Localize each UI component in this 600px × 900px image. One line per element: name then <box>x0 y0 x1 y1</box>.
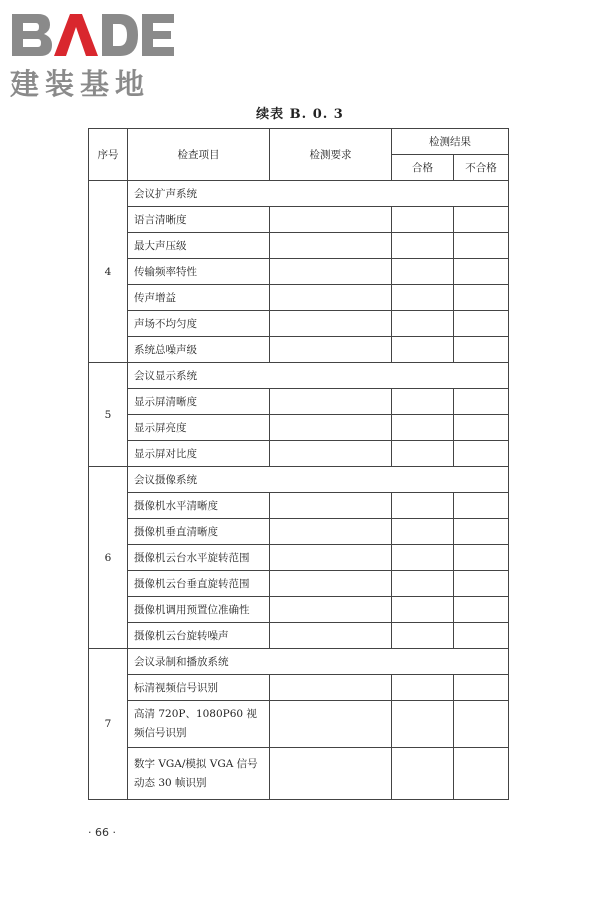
seq-cell: 7 <box>89 649 128 800</box>
pass-cell[interactable] <box>392 675 454 701</box>
requirement-cell[interactable] <box>270 389 392 415</box>
fail-cell[interactable] <box>454 285 509 311</box>
pass-cell[interactable] <box>392 259 454 285</box>
requirement-cell[interactable] <box>270 571 392 597</box>
table-row <box>89 519 509 545</box>
group-title-row <box>89 649 509 675</box>
header-requirement: 检测要求 <box>270 129 392 181</box>
pass-cell[interactable] <box>392 441 454 467</box>
fail-cell[interactable] <box>454 415 509 441</box>
requirement-cell[interactable] <box>270 259 392 285</box>
fail-cell[interactable] <box>454 748 509 800</box>
fail-cell[interactable] <box>454 597 509 623</box>
header-result: 检测结果 <box>392 129 509 155</box>
fail-cell[interactable] <box>454 337 509 363</box>
item-cell: 显示屏对比度 <box>128 441 270 467</box>
requirement-cell[interactable] <box>270 233 392 259</box>
table-row <box>89 285 509 311</box>
page-number: · 66 · <box>88 826 116 839</box>
header-fail: 不合格 <box>454 155 509 181</box>
table-row <box>89 337 509 363</box>
header-seq: 序号 <box>89 129 128 181</box>
pass-cell[interactable] <box>392 207 454 233</box>
table-row <box>89 389 509 415</box>
table-row <box>89 701 509 748</box>
fail-cell[interactable] <box>454 233 509 259</box>
pass-cell[interactable] <box>392 545 454 571</box>
item-cell: 摄像机调用预置位准确性 <box>128 597 270 623</box>
item-cell: 声场不均匀度 <box>128 311 270 337</box>
table-row <box>89 259 509 285</box>
table-row <box>89 415 509 441</box>
pass-cell[interactable] <box>392 493 454 519</box>
item-cell: 传输频率特性 <box>128 259 270 285</box>
requirement-cell[interactable] <box>270 545 392 571</box>
requirement-cell[interactable] <box>270 623 392 649</box>
group-title-row <box>89 467 509 493</box>
requirement-cell[interactable] <box>270 415 392 441</box>
pass-cell[interactable] <box>392 519 454 545</box>
fail-cell[interactable] <box>454 519 509 545</box>
inspection-table <box>88 128 509 800</box>
fail-cell[interactable] <box>454 493 509 519</box>
pass-cell[interactable] <box>392 571 454 597</box>
requirement-cell[interactable] <box>270 493 392 519</box>
item-cell: 数字 VGA/模拟 VGA 信号动态 30 帧识别 <box>128 748 270 800</box>
table-row <box>89 545 509 571</box>
seq-cell: 6 <box>89 467 128 649</box>
group-title: 会议摄像系统 <box>128 467 509 493</box>
pass-cell[interactable] <box>392 748 454 800</box>
pass-cell[interactable] <box>392 389 454 415</box>
table-row <box>89 311 509 337</box>
requirement-cell[interactable] <box>270 519 392 545</box>
fail-cell[interactable] <box>454 207 509 233</box>
page-title: 续表 B. 0. 3 <box>256 107 344 122</box>
fail-cell[interactable] <box>454 311 509 337</box>
fail-cell[interactable] <box>454 389 509 415</box>
requirement-cell[interactable] <box>270 337 392 363</box>
table-row <box>89 233 509 259</box>
pass-cell[interactable] <box>392 597 454 623</box>
fail-cell[interactable] <box>454 545 509 571</box>
seq-cell: 5 <box>89 363 128 467</box>
bade-logo <box>8 6 178 101</box>
seq-cell: 4 <box>89 181 128 363</box>
table-row <box>89 597 509 623</box>
fail-cell[interactable] <box>454 259 509 285</box>
requirement-cell[interactable] <box>270 441 392 467</box>
requirement-cell[interactable] <box>270 748 392 800</box>
fail-cell[interactable] <box>454 623 509 649</box>
item-cell: 系统总噪声级 <box>128 337 270 363</box>
pass-cell[interactable] <box>392 701 454 748</box>
item-cell: 显示屏清晰度 <box>128 389 270 415</box>
requirement-cell[interactable] <box>270 285 392 311</box>
item-cell: 标清视频信号识别 <box>128 675 270 701</box>
requirement-cell[interactable] <box>270 701 392 748</box>
table-row <box>89 571 509 597</box>
logo-subtitle: 建装基地 <box>10 67 151 101</box>
header-pass: 合格 <box>392 155 454 181</box>
table-row <box>89 748 509 800</box>
pass-cell[interactable] <box>392 311 454 337</box>
item-cell: 摄像机水平清晰度 <box>128 493 270 519</box>
group-title: 会议录制和播放系统 <box>128 649 509 675</box>
item-cell: 高清 720P、1080P60 视频信号识别 <box>128 701 270 748</box>
fail-cell[interactable] <box>454 701 509 748</box>
item-cell: 摄像机垂直清晰度 <box>128 519 270 545</box>
table-row <box>89 441 509 467</box>
item-cell: 显示屏亮度 <box>128 415 270 441</box>
item-cell: 语言清晰度 <box>128 207 270 233</box>
pass-cell[interactable] <box>392 415 454 441</box>
group-title: 会议显示系统 <box>128 363 509 389</box>
item-cell: 摄像机云台旋转噪声 <box>128 623 270 649</box>
group-title-row <box>89 181 509 207</box>
table-row <box>89 207 509 233</box>
header-item: 检查项目 <box>128 129 270 181</box>
item-cell: 摄像机云台垂直旋转范围 <box>128 571 270 597</box>
table-row <box>89 623 509 649</box>
item-cell: 摄像机云台水平旋转范围 <box>128 545 270 571</box>
pass-cell[interactable] <box>392 285 454 311</box>
pass-cell[interactable] <box>392 233 454 259</box>
table-row <box>89 675 509 701</box>
pass-cell[interactable] <box>392 623 454 649</box>
item-cell: 最大声压级 <box>128 233 270 259</box>
requirement-cell[interactable] <box>270 597 392 623</box>
group-title-row <box>89 363 509 389</box>
fail-cell[interactable] <box>454 441 509 467</box>
table-row <box>89 493 509 519</box>
group-title: 会议扩声系统 <box>128 181 509 207</box>
fail-cell[interactable] <box>454 571 509 597</box>
item-cell: 传声增益 <box>128 285 270 311</box>
requirement-cell[interactable] <box>270 311 392 337</box>
pass-cell[interactable] <box>392 337 454 363</box>
requirement-cell[interactable] <box>270 207 392 233</box>
requirement-cell[interactable] <box>270 675 392 701</box>
fail-cell[interactable] <box>454 675 509 701</box>
